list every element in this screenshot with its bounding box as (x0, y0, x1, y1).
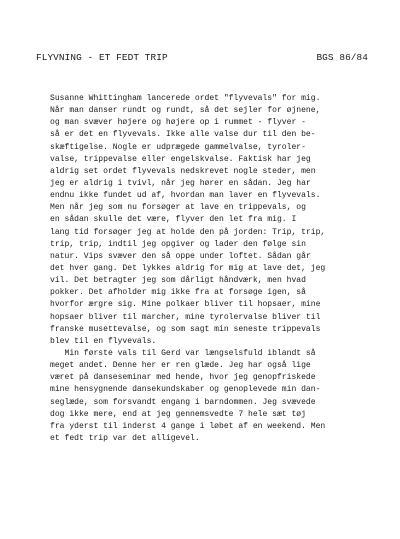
text-line: trip, trip, indtil jeg opgiver og lader den følge sin (50, 239, 306, 249)
text-line: mine hensygnende dansekundskaber og genoplevede min dan- (50, 385, 321, 395)
text-line: skæftigelse. Nogle er udprægede gammelvalse, tyroler- (50, 142, 306, 152)
text-line: Min første vals til Gerd var længselsfuld iblandt så (50, 348, 316, 358)
text-line: meget andet. Denne her er ren glæde. Jeg har også lige (50, 361, 311, 371)
text-line: hopsaer bliver til marcher, mine tyrolervalse bliver til (50, 312, 321, 322)
text-line: aldrig set ordet flyvevals nedskrevet nogle steder, men (50, 166, 316, 176)
text-line: hvorfor ærgre sig. Mine polkaer bliver til hopsaer, mine (50, 300, 321, 310)
text-line: natur. Vips svæver den så oppe under loftet. Sådan går (50, 251, 311, 261)
text-line: en sådan skulle det være, flyver den let fra mig. I (50, 215, 297, 225)
text-line: og man svæver højere og højere op i rummet - flyver - (50, 118, 306, 128)
text-line: pokker. Det afholder mig ikke fra at forsøge igen, så (50, 288, 306, 298)
text-line: franske musettevalse, og som sagt min seneste trippevals (50, 324, 321, 334)
document-reference: BGS 86/84 (316, 52, 368, 63)
text-line: Når man danser rundt og rundt, så det sejler for øjnene, (50, 106, 321, 116)
text-line: Men når jeg som nu forsøger at lave en trippevals, og (50, 203, 306, 213)
text-line: jeg er aldrig i tvivl, når jeg hører en sådan. Jeg har (50, 178, 311, 188)
text-line: seglæde, som forsvandt engang i barndommen. Jeg svævede (50, 397, 316, 407)
text-line: endnu ikke fundet ud af, hvordan man laver en flyvevals. (50, 191, 321, 201)
text-line: vil. Det betragter jeg som dårligt håndværk, men hvad (50, 276, 306, 286)
text-line: Susanne Whittingham lancerede ordet "flyvevals" for mig. (50, 94, 321, 103)
text-line: det hver gang. Det lykkes aldrig for mig at lave det, jeg (50, 263, 326, 273)
body-text (50, 93, 368, 445)
text-line: fra yderst til inderst 4 gange i løbet af en weekend. Men (50, 421, 326, 431)
text-line: dog ikke mere, end at jeg gennemsvedte 7 hele sæt tøj (50, 409, 306, 419)
text-line: været på danseseminar med hende, hvor jeg genopfriskede (50, 373, 316, 383)
document-header (36, 52, 368, 64)
document-title: FLYVNING - ET FEDT TRIP (36, 52, 168, 63)
text-line: blev til en flyvevals. (50, 336, 157, 346)
text-line: så er det en flyvevals. Ikke alle valse dur til den be- (50, 130, 316, 140)
text-line: valse, trippevalse eller engelskvalse. Faktisk har jeg (50, 154, 311, 164)
text-line: lang tid forsøger jeg at holde den på jorden: Trip, trip, (50, 227, 326, 237)
text-line: et fedt trip var det alligevel. (50, 433, 200, 443)
